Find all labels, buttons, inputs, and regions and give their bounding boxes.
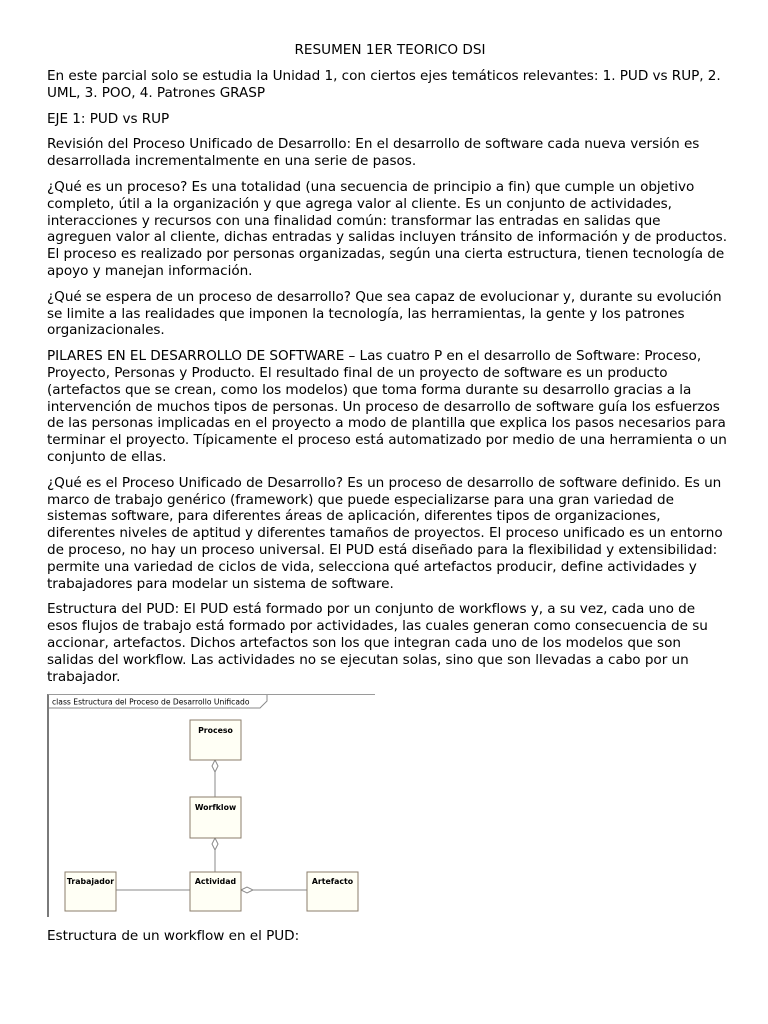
paragraph-que-es-pud: ¿Qué es el Proceso Unificado de Desarrollo? Es un proceso de desarrollo de software definido. Es un marco de trabajo genérico (framework) que puede especializarse para una gran variedad de sistemas software, para diferentes áreas de aplicación, diferentes tipos de organizaciones, diferentes niveles de aptitud y diferentes tamaños de proyectos. El proceso unificado es un entorno de proceso, no hay un proceso universal. El PUD está diseñado para la flexibilidad y extensibilidad: permite una variedad de ciclos de vida, selecciona qué artefactos producir, define actividades y trabajadores para modelar un sistema de software. [47,474,723,592]
paragraph-intro: En este parcial solo se estudia la Unidad 1, con ciertos ejes temáticos relevantes: 1. PUD vs RUP, 2. UML, 3. POO, 4. Patrones GRASP [47,68,721,101]
class-box-actividad [190,872,241,911]
class-label-proceso: Proceso [198,726,233,736]
paragraph-eje-heading: EJE 1: PUD vs RUP [47,110,170,127]
class-box-artefacto [307,872,358,911]
diagram-frame-tab [49,695,267,708]
paragraph-que-se-espera: ¿Qué se espera de un proceso de desarrollo? Que sea capaz de evolucionar y, durante su evolución se limite a las realidades que imponen la tecnología, las herramientas, la gente y los patrones organizacionales. [47,288,722,339]
paragraph-workflow-caption: Estructura de un workflow en el PUD: [47,928,300,945]
aggregation-diamond-actividad [241,887,253,893]
class-label-actividad: Actividad [194,877,237,887]
class-box-workflow [190,797,241,838]
uml-class-diagram [47,694,375,917]
class-box-trabajador [65,872,116,911]
aggregation-diamond-workflow [212,838,218,850]
aggregation-diamond-proceso [212,760,218,772]
paragraph-pilares: PILARES EN EL DESARROLLO DE SOFTWARE – Las cuatro P en el desarrollo de Software: Proceso, Proyecto, Personas y Producto. El resultado final de un proyecto de software es un producto (artefactos que se crean, como los modelos) que toma forma durante su desarrollo gracias a la intervención de muchos tipos de personas. Un proceso de desarrollo de software guía los esfuerzos de las personas implicadas en el proyecto a modo de plantilla que explica los pasos necesarios para terminar el proyecto. Típicamente el proceso está automatizado por medio de una herramienta o un conjunto de ellas. [47,348,727,465]
class-box-proceso [190,720,241,760]
class-label-artefacto: Artefacto [311,877,354,887]
uml-diagram-canvas [49,695,375,917]
paragraph-que-es-proceso: ¿Qué es un proceso? Es una totalidad (una secuencia de principio a fin) que cumple un objetivo completo, útil a la organización y que agrega valor al cliente. Es un conjunto de actividades, interacciones y recursos con una finalidad común: transformar las entradas en salidas que agreguen valor al cliente, dichas entradas y salidas incluyen tránsito de información y de productos. El proceso es realizado por personas organizadas, según una cierta estructura, tienen tecnología de apoyo y manejan información. [47,178,727,279]
paragraph-revision: Revisión del Proceso Unificado de Desarrollo: En el desarrollo de software cada nueva versión es desarrollada incrementalmente en una serie de pasos. [47,136,700,170]
class-label-workflow: Worfklow [194,803,237,813]
paragraph-estructura-pud: Estructura del PUD: El PUD está formado por un conjunto de workflows y, a su vez, cada uno de esos flujos de trabajo está formado por actividades, las cuales generan como consecuencia de su accionar, artefactos. Dichos artefactos son los que integran cada uno de los modelos que son salidas del workflow. Las actividades no se ejecutan solas, sino que son llevadas a cabo por un trabajador. [47,601,708,685]
class-label-trabajador: Trabajador [66,877,115,887]
document-page [47,42,727,954]
document-title: RESUMEN 1ER TEORICO DSI [294,42,486,58]
diagram-frame-label: class Estructura del Proceso de Desarrollo Unificado [52,697,250,707]
